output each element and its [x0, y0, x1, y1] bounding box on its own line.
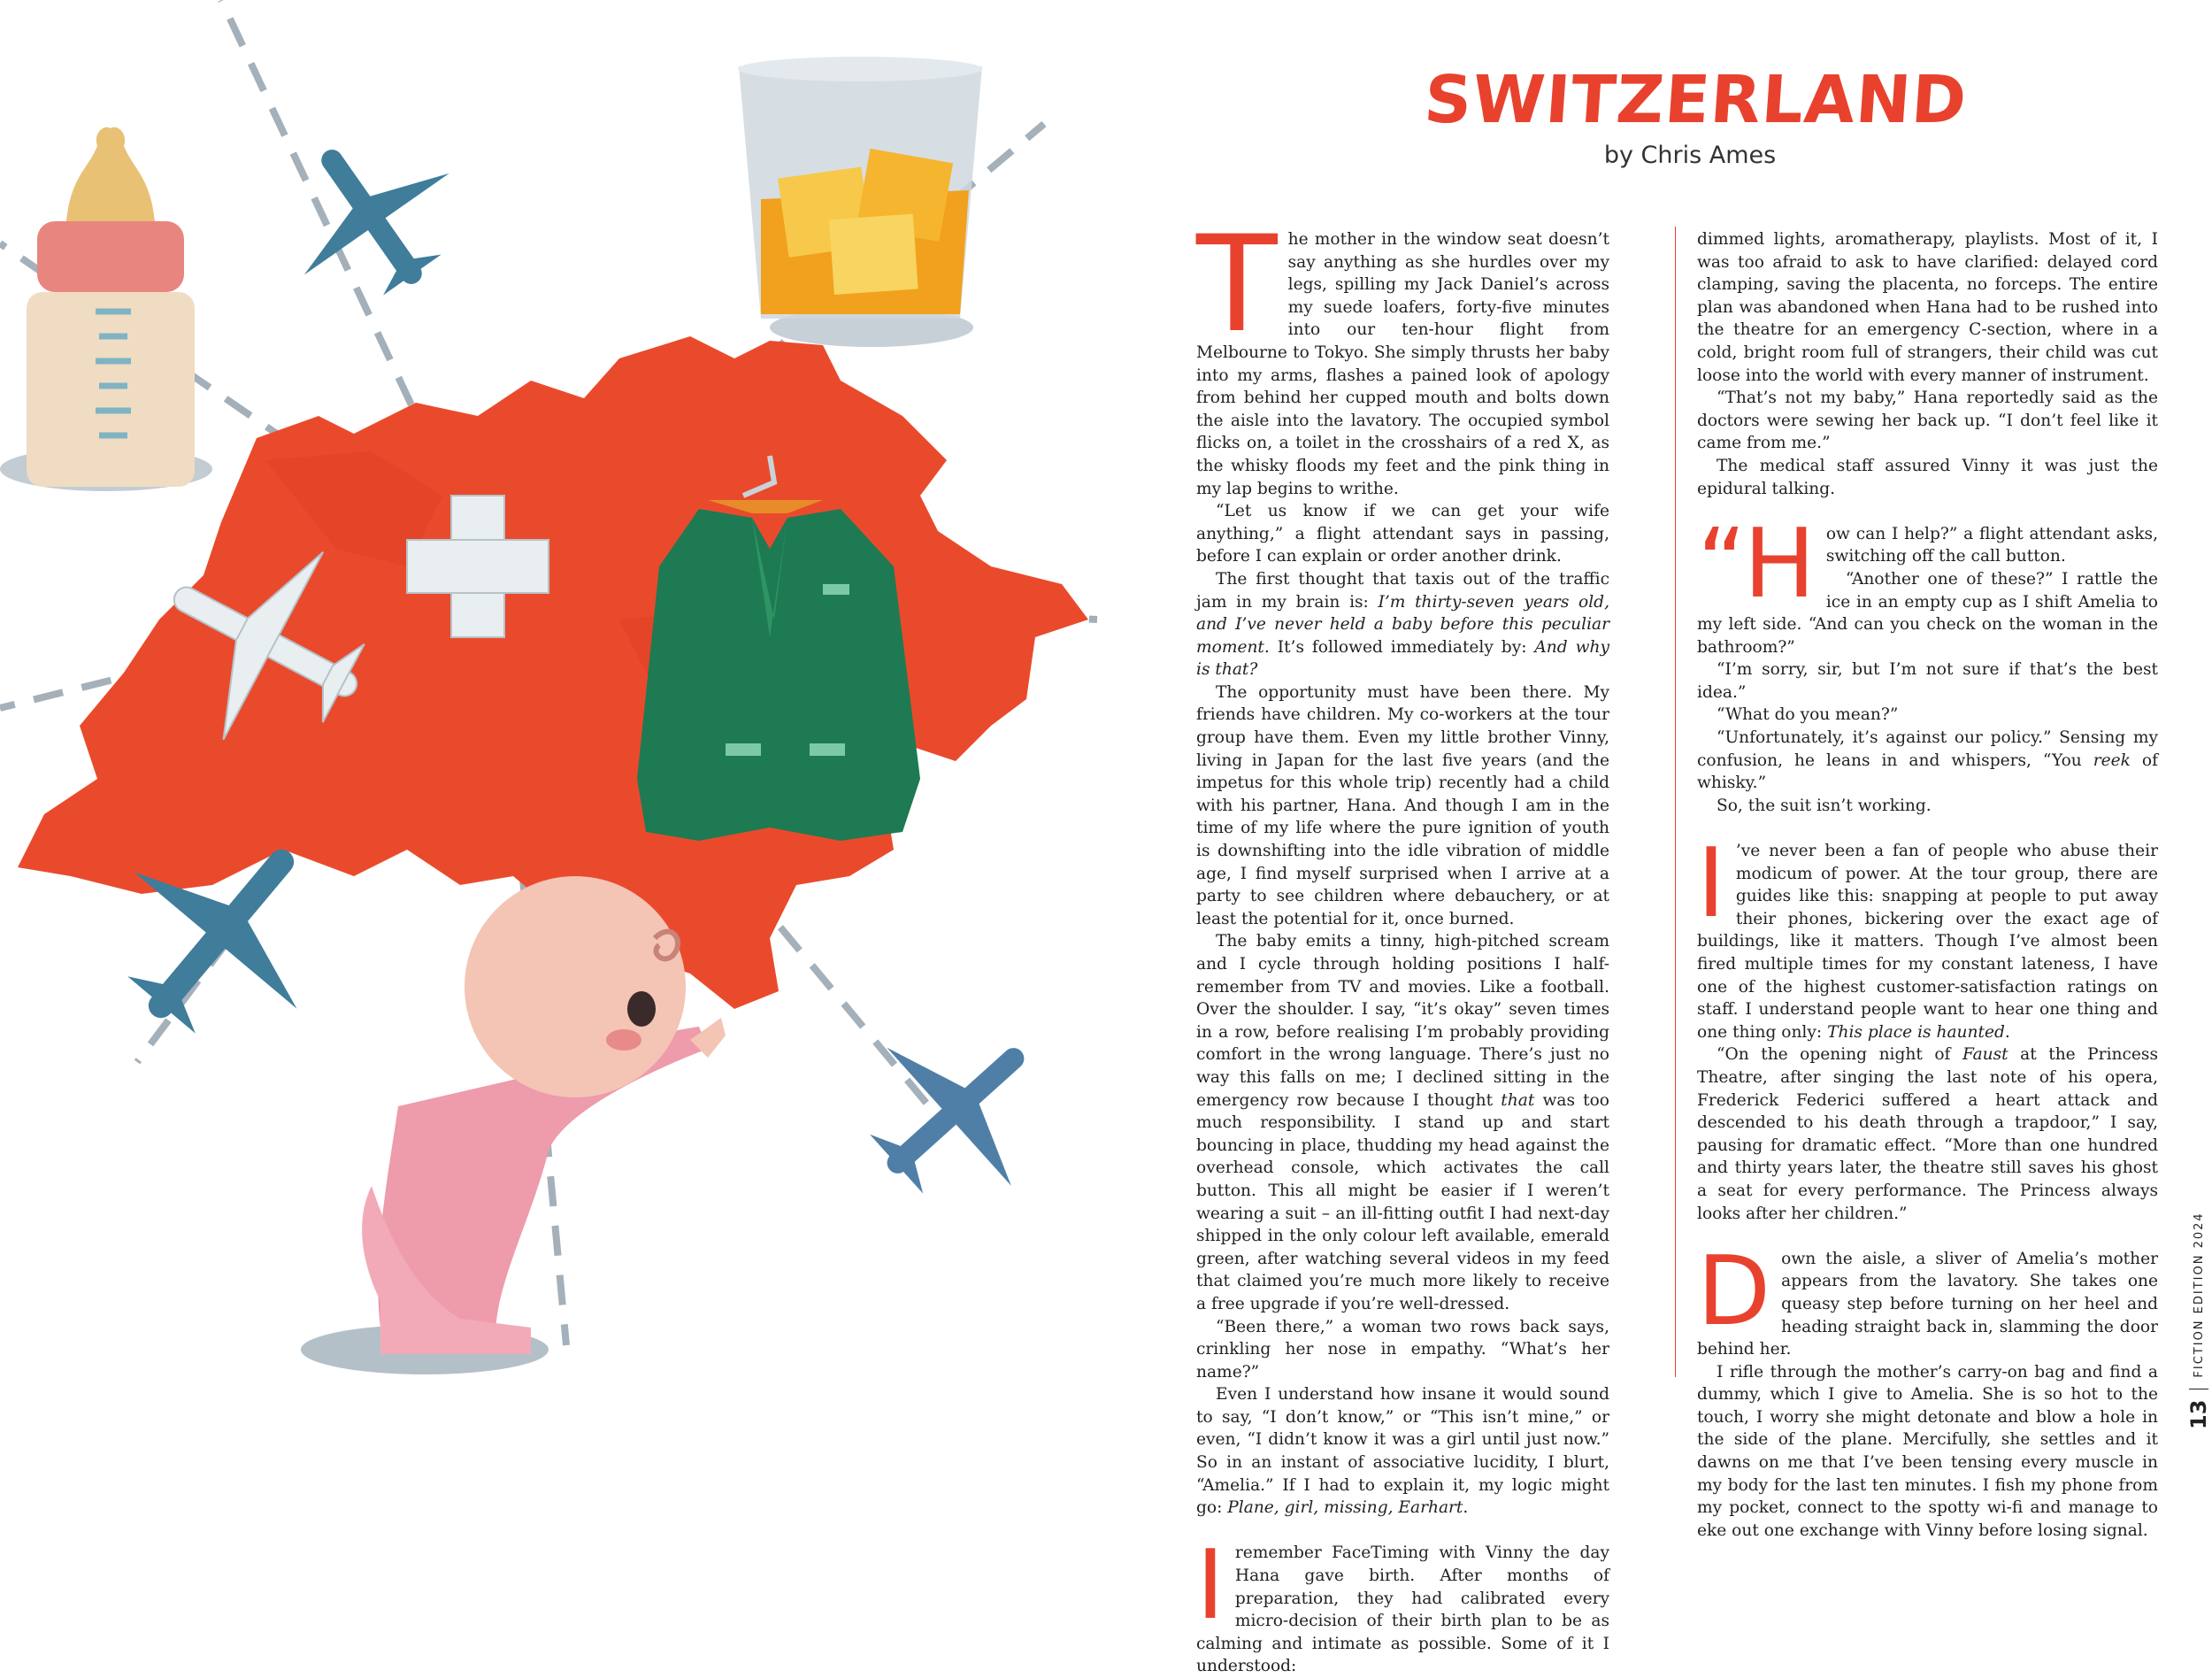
drop-cap: “H [1697, 508, 1816, 620]
baby-bottle [0, 127, 212, 491]
paragraph: So, the suit isn’t working. [1717, 796, 1932, 815]
whisky-glass [738, 57, 982, 347]
paragraph: “Unfortunately, it’s against our policy.” Sensing my confusion, he leans in and whispers, “You reek of whisky.” [1697, 728, 2158, 793]
paragraph: “That’s not my baby,” Hana reportedly said as the doctors were sewing her back up. “I don’t feel like it came from me.” [1697, 389, 2158, 453]
paragraph: dimmed lights, aromatherapy, playlists. Most of it, I was too afraid to ask to have clarified: delayed cord clamping, saving the placenta, no forceps. The entire plan was abandoned when Hana had to be rushed into the theatre for an emergency C-section, where in a cold, bright room full of strangers, their child was cut loose into the world with every manner of instrument. [1697, 230, 2158, 385]
paragraph: “Let us know if we can get your wife anything,” a flight attendant says in passing, before I can explain or order another drink. [1196, 502, 1609, 566]
plane-blue-top [253, 101, 489, 333]
folio [2185, 1182, 2212, 1429]
paragraph: Iremember FaceTiming with Vinny the day Hana gave birth. After months of preparation, they had calibrated every micro-decision of their birth plan to be as calming and intimate as possible. Some of it I understood: [1196, 1530, 1609, 1676]
plane-blue-right [827, 982, 1083, 1239]
article-title: SWITZERLAND [1421, 62, 1970, 138]
paragraph: The mother in the window seat doesn’t say anything as she hurdles over my legs, spilling my Jack Daniel’s across my suede loafers, forty-five minutes into our ten-hour flight from Melbourne to Tokyo. She simply thrusts her baby into my arms, flashes a pained look of apology from behind her cupped mouth and bolts down the aisle into the lavatory. The occupied symbol flicks on, a toilet in the crosshairs of a red X, as the whisky floods my feet and the pink thing in my lap begins to writhe. [1196, 208, 1609, 498]
paragraph: “Been there,” a woman two rows back says, crinkling her nose in empathy. “What’s her name?” [1196, 1317, 1609, 1382]
paragraph: The opportunity must have been there. My friends have children. My co-workers at the tour group have them. Even my little brother Vinny, living in Japan for the last five years (and the impetus for this whole trip) recently had a child with his partner, Hana. And though I am in the time of my life where the pure ignition of youth is downshifting into the idle vibration of middle age, I find myself surprised when I arrive at a party to see children where debauchery, or at least the potential for it, once burned. [1196, 682, 1609, 928]
drop-cap: I [1196, 1530, 1225, 1642]
drop-cap: I [1697, 828, 1725, 940]
paragraph: The baby emits a tinny, high-pitched scream and I cycle through holding positions I half-remember from TV and movies. Like a football. Over the shoulder. I say, “it’s okay” seven times in a row, before realising I’m probably providing comfort in the wrong language. There’s just no way this falls on me; I declined sitting in the emergency row because I thought that was too much responsibility. I stand up and start bouncing in place, thudding my head against the overhead console, which activates the call button. This all might be easier if I weren’t wearing a suit – an ill-fitting outfit I had next-day shipped in the only colour left available, emerald green, after watching several videos in my feed that claimed you’re much more likely to receive a free upgrade if you’re well-dressed. [1196, 932, 1609, 1313]
paragraph: Down the aisle, a sliver of Amelia’s mother appears from the lavatory. She takes one queasy step before turning on her heel and heading straight back in, slamming the door behind her. [1697, 1235, 2158, 1359]
illustration [0, 0, 1168, 1440]
paragraph: Even I understand how insane it would sound to say, “I don’t know,” or “This isn’t mine,” or even, “I didn’t know it was a girl until just now.” So in an instant of associative lucidity, I blurt, “Amelia.” If I had to explain it, my logic might go: Plane, girl, missing, Earhart. [1196, 1385, 1609, 1518]
byline: by Chris Ames [1603, 142, 1777, 169]
text-column-right [1697, 228, 2158, 1540]
paragraph: I rifle through the mother’s carry-on bag and find a dummy, which I give to Amelia. She is so hot to the touch, I worry she might detonate and blow a hole in the side of the plane. Mercifully, she settles and it dawns on me that I’ve been tensing every muscle in my body for the last ten minutes. I fish my phone from my pocket, connect to the spotty wi-fi and manage to eke out one exchange with Vinny before losing signal. [1697, 1362, 2158, 1540]
paragraph: I ’ve never been a fan of people who abuse their modicum of power. At the tour group, there are guides like this: snapping at people to put away their phones, bickering over the exact age of buildings, like it matters. Though I’ve almost been fired multiple times for my constant lateness, I have one of the highest customer-satisfaction ratings on staff. I understand people want to hear one thing and one thing only: This place is haunted. [1697, 828, 2158, 1042]
text-column-left [1196, 208, 1609, 1676]
paragraph: The medical staff assured Vinny it was just the epidural talking. [1697, 456, 2158, 498]
paragraph: “What do you mean?” [1717, 705, 1899, 725]
page-number: 13 [2186, 1399, 2211, 1429]
paragraph: “H ow can I help?” a flight attendant asks, switching off the call button. [1697, 508, 2158, 620]
paragraph: “Another one of these?” I rattle the ice in an empty cup as I shift Amelia to my left side. “And can you check on the woman in the bathroom?” [1697, 569, 2158, 657]
baby [301, 876, 726, 1374]
paragraph: “On the opening night of Faust at the Princess Theatre, after singing the last note of his opera, Frederick Federici suffered a heart attack and descended to his death through a trapdoor,” I say, pausing for dramatic effect. “More than one hundred and thirty years later, the theatre still saves his ghost a seat for every performance. The Princess always looks after her children.” [1697, 1045, 2158, 1223]
edition-label: FICTION EDITION 2024 [2192, 1212, 2206, 1378]
paragraph: “I’m sorry, sir, but I’m not sure if that’s the best idea.” [1697, 660, 2158, 702]
paragraph: The first thought that taxis out of the traffic jam in my brain is: I’m thirty-seven years old, and I’ve never held a baby before this peculiar moment. It’s followed immediately by: And why is that? [1196, 569, 1609, 680]
drop-cap: T [1196, 208, 1278, 362]
drop-cap: D [1697, 1235, 1771, 1347]
column-divider [1675, 227, 1676, 1377]
